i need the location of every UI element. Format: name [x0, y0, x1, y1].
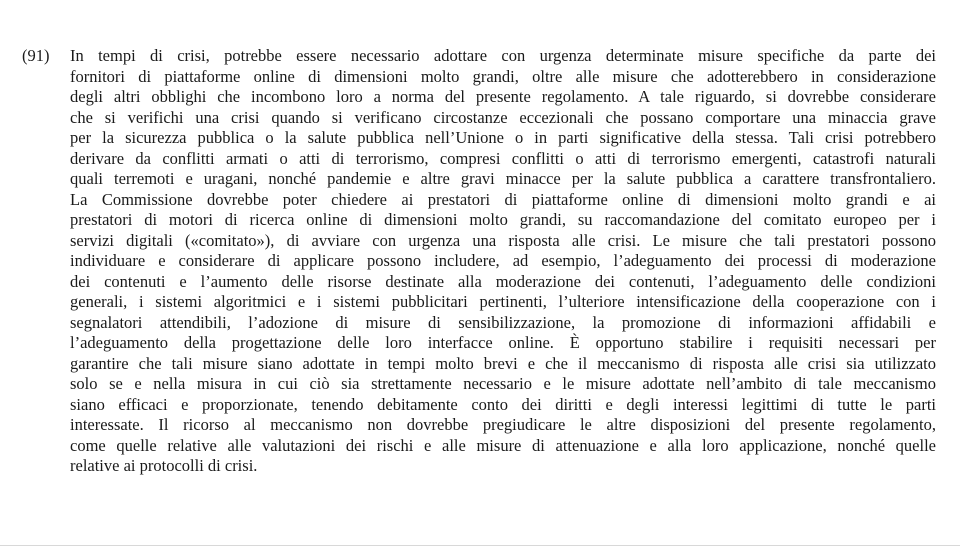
bottom-divider [0, 545, 960, 546]
text-line: relative ai protocolli di crisi. [70, 456, 258, 475]
text-line: degli altri obblighi che incombono loro a norma del presente regolamento. A tale riguardo, si dovrebbe considerare [70, 87, 936, 106]
text-line: derivare da conflitti armati o atti di terrorismo, compresi conflitti o atti di terrorismo emergenti, catastrofi naturali [70, 148, 936, 168]
text-line: dei contenuti e l’aumento delle risorse destinate alla moderazione dei contenuti, l’adeguamento delle condizioni [70, 271, 936, 291]
text-line: solo se e nella misura in cui ciò sia strettamente necessario e le misure adottate nell’ambito di tale meccanismo [70, 374, 936, 393]
text-line: servizi digitali («comitato»), di avviare con urgenza una risposta alle crisi. Le misure che tali prestatori possono [70, 230, 936, 250]
text-line: La Commissione dovrebbe poter chiedere ai prestatori di piattaforme online di dimensioni molto grandi e ai [70, 189, 936, 209]
text-line: generali, i sistemi algoritmici e i sistemi pubblicitari pertinenti, l’ulteriore intensificazione della cooperazione con i [70, 292, 936, 311]
text-line: In tempi di crisi, potrebbe essere necessario adottare con urgenza determinate misure specifiche da parte dei [70, 46, 936, 65]
text-line: interessate. Il ricorso al meccanismo non dovrebbe pregiudicare le altre disposizioni del presente regolamento, [70, 415, 936, 434]
text-line: garantire che tali misure siano adottate in tempi molto brevi e che il meccanismo di risposta alle crisi sia utilizzato [70, 353, 936, 373]
text-line: siano efficaci e proporzionate, tenendo debitamente conto dei diritti e degli interessi legittimi di tutte le parti [70, 394, 936, 414]
text-line: individuare e considerare di applicare possono includere, ad esempio, l’adeguamento dei processi di moderazione [70, 251, 936, 270]
text-line: segnalatori attendibili, l’adozione di misure di sensibilizzazione, la promozione di informazioni affidabili e [70, 312, 936, 332]
text-line: l’adeguamento della progettazione delle loro interfacce online. È opportuno stabilire i requisiti necessari per [70, 333, 936, 352]
text-line: fornitori di piattaforme online di dimensioni molto grandi, oltre alle misure che adotterebbero in considerazione [70, 66, 936, 86]
recital-text [70, 46, 936, 477]
recital-number: (91) [22, 46, 50, 65]
text-line: prestatori di motori di ricerca online di dimensioni molto grandi, su raccomandazione del comitato europeo per i [70, 210, 936, 229]
text-line: che si verifichi una crisi quando si verificano circostanze eccezionali che possano comportare una minaccia grave [70, 107, 936, 127]
text-line: per la sicurezza pubblica o la salute pubblica nell’Unione o in parti significative della stessa. Tali crisi potrebbero [70, 128, 936, 147]
text-line: quali terremoti e uragani, nonché pandemie e altre gravi minacce per la salute pubblica a carattere transfrontaliero. [70, 169, 936, 188]
text-line: come quelle relative alle valutazioni dei rischi e alle misure di attenuazione e alla loro applicazione, nonché quelle [70, 435, 936, 455]
